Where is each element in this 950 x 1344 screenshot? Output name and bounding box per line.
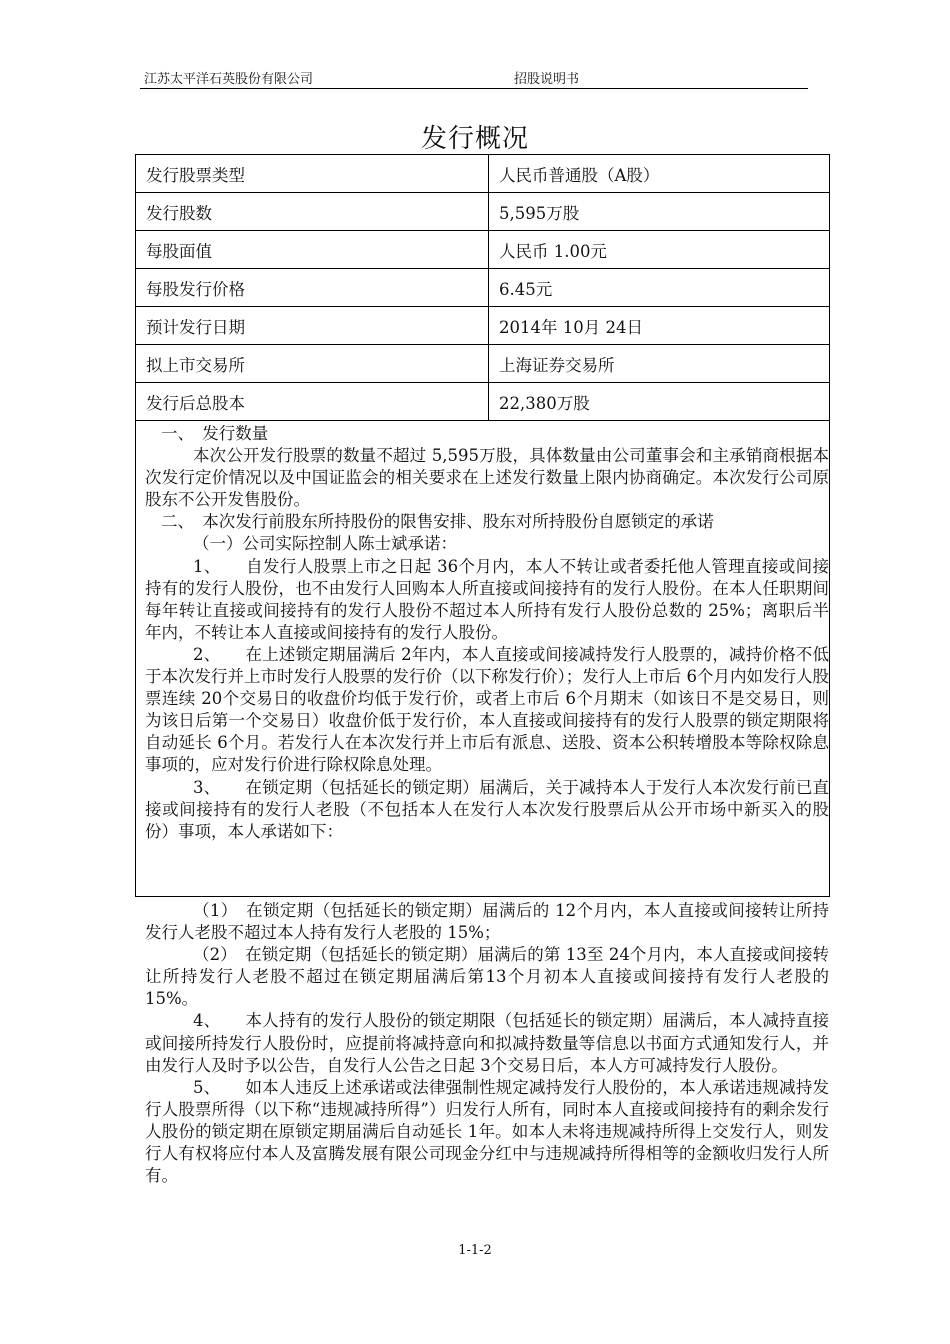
row-value: 22,380万股 bbox=[489, 383, 830, 421]
row-label: 每股发行价格 bbox=[136, 269, 489, 307]
body-text-boxed bbox=[145, 423, 829, 843]
table-row bbox=[136, 345, 830, 383]
row-value: 人民币 1.00元 bbox=[489, 231, 830, 269]
row-label: 拟上市交易所 bbox=[136, 345, 489, 383]
table-row bbox=[136, 155, 830, 193]
header-document-type: 招股说明书 bbox=[514, 72, 580, 87]
table-row bbox=[136, 383, 830, 421]
table-row bbox=[136, 307, 830, 345]
commitment-4: 4、 本人持有的发行人股份的锁定期限（包括延长的锁定期）届满后，本人减持直接或间接所持发行人股份时，应提前将减持意向和拟减持数量等信息以书面方式通知发行人，并由发行人及时予以公告，自发行人公告之日起 3个交易日后，本人方可减持发行人股份。 bbox=[145, 1011, 829, 1075]
row-value: 6.45元 bbox=[489, 269, 830, 307]
section-1-heading: 一、 发行数量 bbox=[161, 424, 269, 443]
commitment-5: 5、 如本人违反上述承诺或法律强制性规定减持发行人股份的，本人承诺违规减持发行人股票所得（以下称“违规减持所得”）归发行人所有，同时本人直接或间接持有的剩余发行人股份的锁定期在原锁定期届满后自动延长 1年。如本人未将违规减持所得上交发行人，则发行人有权将应付本人及富腾发展有限公司现金分红中与违规减持所得相等的金额收归发行人所有。 bbox=[145, 1077, 829, 1186]
commitment-3-item-2: （2） 在锁定期（包括延长的锁定期）届满后的第 13至 24个月内，本人直接或间接转让所持发行人老股不超过在锁定期届满后第13个月初本人直接或间接持有发行人老股的 15%。 bbox=[145, 945, 829, 1009]
row-value: 2014年 10月 24日 bbox=[489, 307, 830, 345]
section-2-heading: 二、 本次发行前股东所持股份的限售安排、股东对所持股份自愿锁定的承诺 bbox=[161, 512, 714, 532]
section-2-subheading: （一）公司实际控制人陈士斌承诺： bbox=[193, 534, 457, 554]
section-1-body: 本次公开发行股票的数量不超过 5,595万股，具体数量由公司董事会和主承销商根据本次发行定价情况以及中国证监会的相关要求在上述发行数量上限内协商确定。本次发行公司原股东不公开发售股份。 bbox=[145, 446, 829, 510]
page-header bbox=[140, 66, 808, 89]
commitment-3-item-1: （1） 在锁定期（包括延长的锁定期）届满后的 12个月内，本人直接或间接转让所持发行人老股不超过本人持有发行人老股的 15%； bbox=[145, 901, 829, 943]
row-label: 发行股票类型 bbox=[136, 155, 489, 193]
table-row bbox=[136, 231, 830, 269]
row-label: 发行后总股本 bbox=[136, 383, 489, 421]
offering-summary-table bbox=[135, 154, 830, 421]
header-company-name: 江苏太平洋石英股份有限公司 bbox=[144, 72, 314, 87]
row-label: 每股面值 bbox=[136, 231, 489, 269]
commitment-2: 2、 在上述锁定期届满后 2年内，本人直接或间接减持发行人股票的，减持价格不低于本次发行并上市时发行人股票的发行价（以下称发行价）；发行人上市后 6个月内如发行人股票连续 20个交易日的收盘价均低于发行价，或者上市后 6个月期末（如该日不是交易日，则为该日后第一个交易日）收盘价低于发行价，本人直接或间接持有的发行人股票的锁定期限将自动延长 6个月。若发行人在本次发行并上市后有派息、送股、资本公积转增股本等除权除息事项的，应对发行价进行除权除息处理。 bbox=[145, 644, 829, 775]
page-number: 1-1-2 bbox=[458, 1243, 492, 1258]
table-row bbox=[136, 269, 830, 307]
row-label: 预计发行日期 bbox=[136, 307, 489, 345]
body-text-continued bbox=[145, 900, 829, 1187]
row-value: 上海证券交易所 bbox=[489, 345, 830, 383]
row-value: 5,595万股 bbox=[489, 193, 830, 231]
table-row bbox=[136, 193, 830, 231]
row-label: 发行股数 bbox=[136, 193, 489, 231]
commitment-3: 3、 在锁定期（包括延长的锁定期）届满后，关于减持本人于发行人本次发行前已直接或间接持有的发行人老股（不包括本人在发行人本次发行股票后从公开市场中新买入的股份）事项，本人承诺如下： bbox=[145, 777, 829, 841]
page-title: 发行概况 bbox=[420, 124, 529, 154]
row-value: 人民币普通股（A股） bbox=[489, 155, 830, 193]
commitment-1: 1、 自发行人股票上市之日起 36个月内，本人不转让或者委托他人管理直接或间接持有的发行人股份，也不由发行人回购本人所直接或间接持有的发行人股份。在本人任职期间每年转让直接或间接持有的发行人股份不超过本人所持有发行人股份总数的 25%；离职后半年内，不转让本人直接或间接持有的发行人股份。 bbox=[145, 556, 829, 642]
